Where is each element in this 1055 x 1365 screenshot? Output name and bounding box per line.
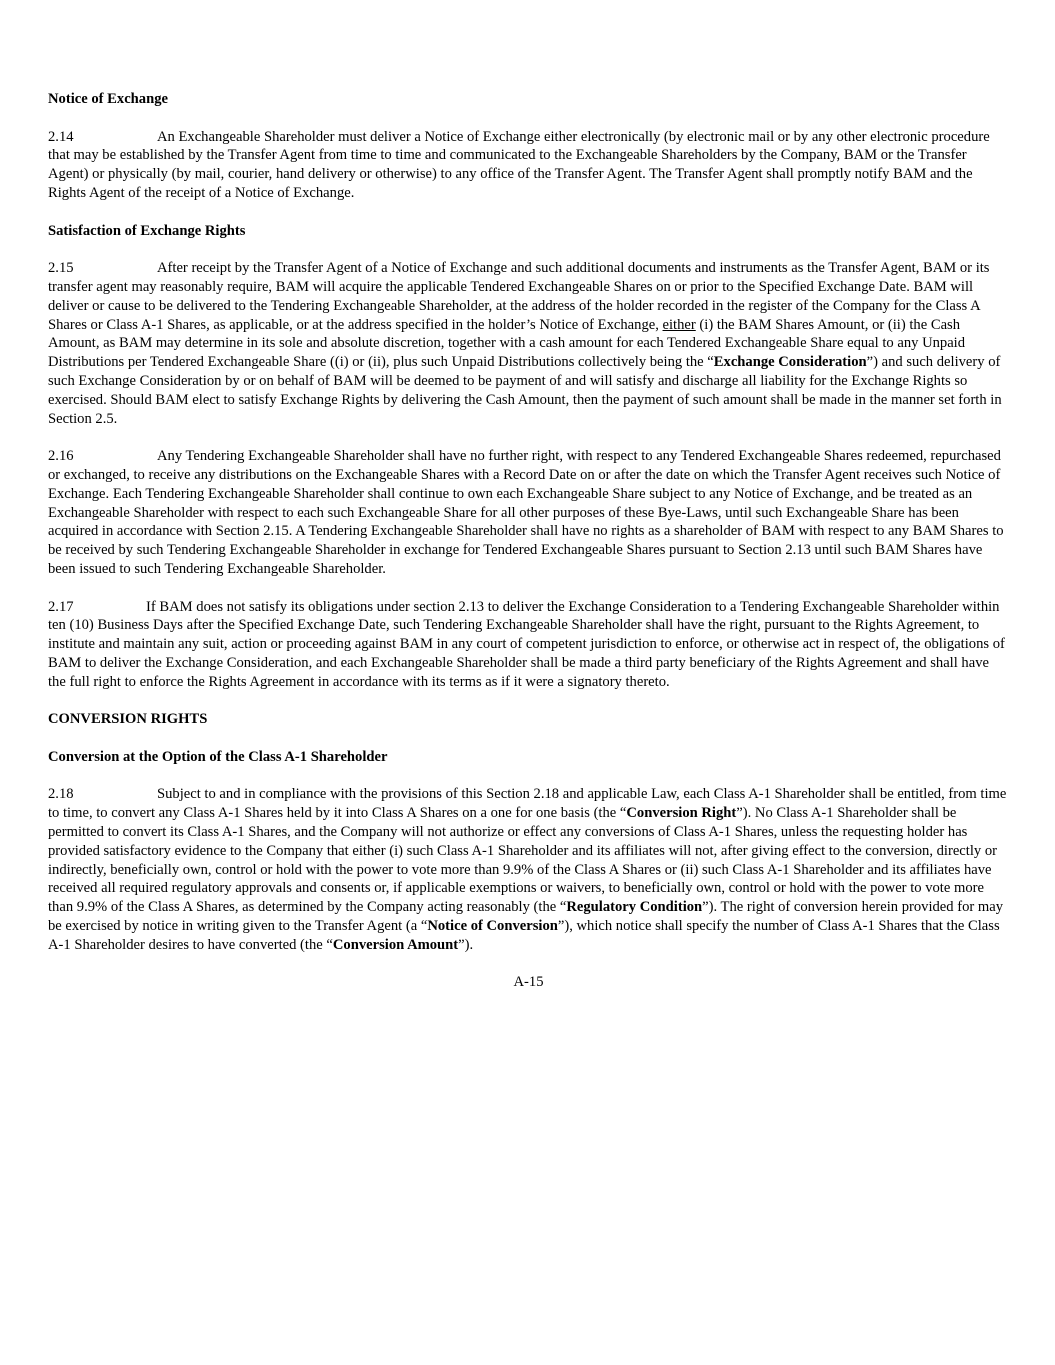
underlined-term: either [662, 316, 696, 333]
section-2-17 [48, 598, 1009, 692]
section-text: ”) and such delivery of such Exchange Consideration by or on behalf of BAM will be deemed to be payment of and will satisfy and discharge all liability for the Exchange Rights so exercised. Should BAM elect to satisfy Exchange Rights by delivering the Cash Amount, then the payment of such amount shall be made in the manner set forth in Section 2.5. [48, 354, 1002, 427]
section-2-14 [48, 128, 1009, 203]
section-2-16 [48, 447, 1009, 579]
defined-term: Regulatory Condition [566, 899, 703, 916]
section-text: ”). The right of conversion herein provided for may be exercised by notice in writing given to the Transfer Agent (a “ [48, 899, 1004, 935]
conversion-option-heading: Conversion at the Option of the Class A-1 Shareholder [48, 748, 388, 765]
conversion-rights-heading: CONVERSION RIGHTS [48, 711, 208, 728]
defined-term: Notice of Conversion [427, 918, 558, 935]
defined-term: Conversion Right [626, 805, 737, 822]
section-2-15 [48, 259, 1009, 428]
section-number: 2.18 [48, 786, 74, 803]
section-text: (i) the BAM Shares Amount, or (ii) the Cash Amount, as BAM may determine in its sole and absolute discretion, together with a cash amount for each Tendered Exchangeable Share equal to any Unpaid Distributions per Tendered Exchangeable Share ((i) or (ii), plus such Unpaid Distributions collectively being the “ [48, 316, 966, 371]
notice-of-exchange-heading: Notice of Exchange [48, 91, 168, 107]
defined-term: Conversion Amount [332, 936, 459, 953]
section-text: If BAM does not satisfy its obligations under section 2.13 to deliver the Exchange Consideration to a Tendering Exchangeable Shareholder within ten (10) Business Days after the Specified Exchange Date, such Tendering Exchangeable Shareholder shall have the right, pursuant to the Rights Agreement, to institute and maintain any suit, action or proceeding against BAM in any court of competent jurisdiction to enforce, or otherwise act in respect of, the obligations of BAM to deliver the Exchange Consideration, and each Exchangeable Shareholder shall be made a third party beneficiary of the Rights Agreement and shall have the full right to enforce the Rights Agreement in accordance with its terms as if it were a signatory thereto. [48, 598, 1005, 690]
page-number: A-15 [513, 974, 544, 991]
section-text: ”). No Class A-1 Shareholder shall be permitted to convert its Class A-1 Shares, and the Company will not authorize or effect any conversions of Class A-1 Shares, unless the requesting holder has provided satisfactory evidence to the Company that either (i) such Class A-1 Shareholder and its affiliates will not, after giving effect to the conversion, directly or indirectly, beneficially own, control or hold with the power to vote more than 9.9% of the Class A Shares or (ii) such Class A-1 Shareholder and its affiliates have received all required regulatory approvals and consents or, if applicable exemptions or waivers, to beneficially own, control or hold with the power to vote more than 9.9% of the Class A Shares, as determined by the Company acting reasonably (the “ [48, 805, 997, 916]
section-text: ”). [458, 936, 474, 953]
section-number: 2.15 [48, 260, 74, 277]
section-text: After receipt by the Transfer Agent of a Notice of Exchange and such additional documents and instruments as the Transfer Agent, BAM or its transfer agent may reasonably require, BAM will acquire the applicable Tendered Exchangeable Shares on or prior to the Specified Exchange Date. BAM will deliver or cause to be delivered to the Tendering Exchangeable Shareholder, at the address of the holder recorded in the register of the Company for the Class A Shares or Class A-1 Shares, as applicable, or at the address specified in the holder’s Notice of Exchange, [48, 260, 990, 333]
section-text: Any Tendering Exchangeable Shareholder shall have no further right, with respect to any Tendered Exchangeable Shares redeemed, repurchased or exchanged, to receive any distributions on the Exchangeable Shares with a Record Date on or after the date on which the Transfer Agent receives such Notice of Exchange. Each Tendering Exchangeable Shareholder shall continue to own each Exchangeable Share subject to any Notice of Exchange, and be treated as an Exchangeable Shareholder with respect to each such Exchangeable Share for all other purposes of these Bye-Laws, until such Exchangeable Share has been acquired in accordance with Section 2.15. A Tendering Exchangeable Shareholder shall have no rights as a shareholder of BAM with respect to any BAM Shares to be received by such Tendering Exchangeable Shareholder in exchange for Tendered Exchangeable Shares pursuant to Section 2.13 until such BAM Shares have been issued to such Tendering Exchangeable Shareholder. [48, 448, 1004, 577]
section-text: Subject to and in compliance with the provisions of this Section 2.18 and applicable Law, each Class A-1 Shareholder shall be entitled, from time to time, to convert any Class A-1 Shares held by it into Class A Shares on a one for one basis (the “ [48, 786, 1007, 822]
section-2-18 [48, 785, 1009, 954]
section-text: ”), which notice shall specify the number of Class A-1 Shares that the Class A-1 Shareholder desires to have converted (the “ [48, 918, 1000, 953]
section-number: 2.17 [48, 598, 74, 615]
section-number: 2.14 [48, 128, 74, 145]
section-text: An Exchangeable Shareholder must deliver a Notice of Exchange either electronically (by electronic mail or by any other electronic procedure that may be established by the Transfer Agent from time to time and communicated to the Exchangeable Shareholders by the Company, BAM or the Transfer Agent) or physically (by mail, courier, hand delivery or otherwise) to any office of the Transfer Agent. The Transfer Agent shall promptly notify BAM and the Rights Agent of the receipt of a Notice of Exchange. [48, 128, 990, 201]
defined-term: Exchange Consideration [713, 354, 867, 371]
satisfaction-heading: Satisfaction of Exchange Rights [48, 222, 246, 239]
section-number: 2.16 [48, 448, 74, 465]
